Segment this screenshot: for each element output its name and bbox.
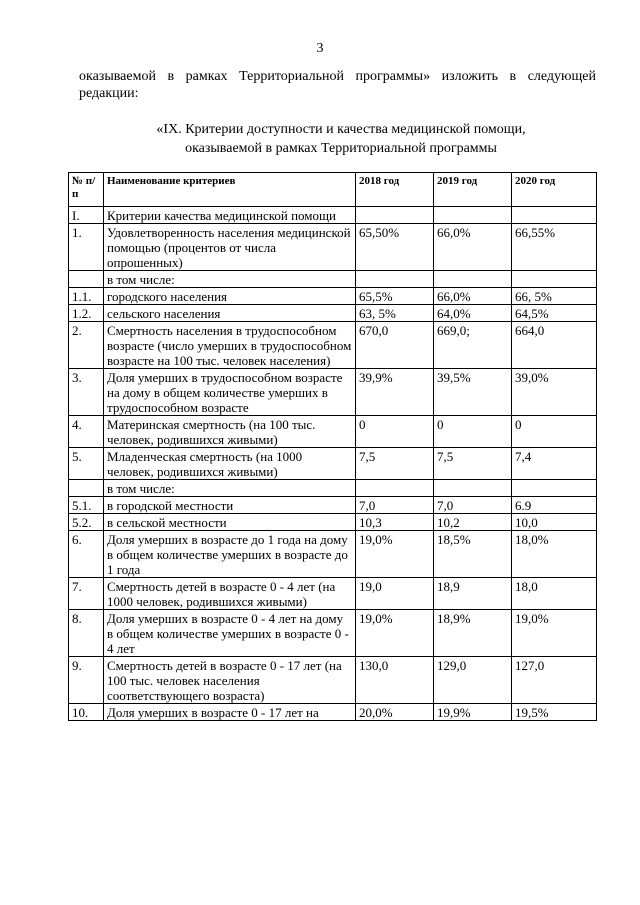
table-row (69, 271, 597, 288)
row-value-2019: 18,5% (434, 531, 512, 578)
row-number (69, 480, 104, 497)
row-criteria-name: городского населения (104, 288, 356, 305)
row-value-2018: 39,9% (356, 369, 434, 416)
table-row (69, 704, 597, 721)
table-row (69, 207, 597, 224)
table-row (69, 497, 597, 514)
intro-line-1: оказываемой в рамках Территориальной программы» изложить в следующей (79, 69, 596, 84)
row-value-2020: 19,0% (512, 610, 597, 657)
row-value-2020: 18,0% (512, 531, 597, 578)
table-row (69, 288, 597, 305)
row-value-2020: 7,4 (512, 448, 597, 480)
table-row (69, 322, 597, 369)
row-criteria-name: Смертность детей в возрасте 0 - 4 лет (на 1000 человек, родившихся живыми) (104, 578, 356, 610)
row-number: 5.1. (69, 497, 104, 514)
page-number: 3 (316, 41, 324, 56)
row-criteria-name: в сельской местности (104, 514, 356, 531)
row-number: 9. (69, 657, 104, 704)
table-row (69, 416, 597, 448)
table-row (69, 224, 597, 271)
row-number: 1.2. (69, 305, 104, 322)
row-value-2020 (512, 207, 597, 224)
row-value-2018: 20,0% (356, 704, 434, 721)
row-criteria-name: в том числе: (104, 271, 356, 288)
header-criteria-name: Наименование критериев (104, 173, 356, 207)
table-row (69, 657, 597, 704)
table-row (69, 514, 597, 531)
header-2019: 2019 год (434, 173, 512, 207)
row-value-2020: 66,55% (512, 224, 597, 271)
row-number: 4. (69, 416, 104, 448)
row-value-2018: 10,3 (356, 514, 434, 531)
header-2018: 2018 год (356, 173, 434, 207)
row-criteria-name: Доля умерших в трудоспособном возрасте на дому в общем количестве умерших в трудоспособном возрасте (104, 369, 356, 416)
row-number: 5.2. (69, 514, 104, 531)
row-value-2019 (434, 207, 512, 224)
row-number: 3. (69, 369, 104, 416)
table-row (69, 369, 597, 416)
row-number: I. (69, 207, 104, 224)
table-row (69, 480, 597, 497)
row-criteria-name: в городской местности (104, 497, 356, 514)
row-criteria-name: Младенческая смертность (на 1000 человек, родившихся живыми) (104, 448, 356, 480)
row-number: 1. (69, 224, 104, 271)
row-number: 5. (69, 448, 104, 480)
row-value-2019: 66,0% (434, 224, 512, 271)
row-value-2019 (434, 480, 512, 497)
row-value-2020 (512, 271, 597, 288)
row-criteria-name: в том числе: (104, 480, 356, 497)
row-value-2020 (512, 480, 597, 497)
row-value-2018: 0 (356, 416, 434, 448)
row-criteria-name: Доля умерших в возрасте до 1 года на дому в общем количестве умерших в возрасте до 1 года (104, 531, 356, 578)
row-value-2019: 669,0; (434, 322, 512, 369)
row-value-2018: 65,50% (356, 224, 434, 271)
table-row (69, 578, 597, 610)
table-row (69, 531, 597, 578)
row-value-2019: 18,9% (434, 610, 512, 657)
table-row (69, 305, 597, 322)
row-value-2018 (356, 480, 434, 497)
row-value-2018: 19,0 (356, 578, 434, 610)
row-value-2018 (356, 271, 434, 288)
row-value-2018: 670,0 (356, 322, 434, 369)
row-value-2018 (356, 207, 434, 224)
row-value-2020: 39,0% (512, 369, 597, 416)
row-value-2020: 66, 5% (512, 288, 597, 305)
table-row (69, 610, 597, 657)
row-value-2020: 664,0 (512, 322, 597, 369)
row-number: 2. (69, 322, 104, 369)
row-criteria-name: Смертность детей в возрасте 0 - 17 лет (на 100 тыс. человек населения соответствующего возраста) (104, 657, 356, 704)
row-value-2018: 130,0 (356, 657, 434, 704)
row-criteria-name: Критерии качества медицинской помощи (104, 207, 356, 224)
row-value-2020: 64,5% (512, 305, 597, 322)
row-value-2018: 7,0 (356, 497, 434, 514)
row-number (69, 271, 104, 288)
row-value-2018: 19,0% (356, 531, 434, 578)
row-value-2019: 39,5% (434, 369, 512, 416)
row-value-2019 (434, 271, 512, 288)
row-value-2020: 6.9 (512, 497, 597, 514)
row-criteria-name: Доля умерших в возрасте 0 - 4 лет на дому в общем количестве умерших в возрасте 0 - 4 лет (104, 610, 356, 657)
row-value-2020: 19,5% (512, 704, 597, 721)
row-value-2019: 7,5 (434, 448, 512, 480)
row-value-2019: 0 (434, 416, 512, 448)
table-header-row (69, 173, 597, 207)
row-number: 7. (69, 578, 104, 610)
row-value-2020: 0 (512, 416, 597, 448)
row-value-2020: 18,0 (512, 578, 597, 610)
row-value-2020: 10,0 (512, 514, 597, 531)
row-value-2018: 65,5% (356, 288, 434, 305)
row-number: 1.1. (69, 288, 104, 305)
row-value-2019: 19,9% (434, 704, 512, 721)
table-row (69, 448, 597, 480)
row-number: 6. (69, 531, 104, 578)
row-number: 10. (69, 704, 104, 721)
table-body (69, 207, 597, 721)
row-value-2018: 63, 5% (356, 305, 434, 322)
row-number: 8. (69, 610, 104, 657)
header-number: № п/п (69, 173, 104, 207)
row-value-2019: 7,0 (434, 497, 512, 514)
row-value-2018: 7,5 (356, 448, 434, 480)
criteria-table (68, 172, 597, 721)
row-value-2020: 127,0 (512, 657, 597, 704)
section-heading-line-1: «IX. Критерии доступности и качества медицинской помощи, (156, 122, 526, 137)
header-2020: 2020 год (512, 173, 597, 207)
row-value-2019: 66,0% (434, 288, 512, 305)
section-heading (0, 120, 640, 158)
row-criteria-name: Материнская смертность (на 100 тыс. человек, родившихся живыми) (104, 416, 356, 448)
row-criteria-name: Смертность населения в трудоспособном возрасте (число умерших в трудоспособном возрасте на 100 тыс. человек населения) (104, 322, 356, 369)
intro-line-2: редакции: (79, 86, 139, 101)
row-criteria-name: Доля умерших в возрасте 0 - 17 лет на (104, 704, 356, 721)
row-value-2019: 10,2 (434, 514, 512, 531)
section-heading-line-2: оказываемой в рамках Территориальной программы (185, 141, 497, 156)
row-value-2019: 129,0 (434, 657, 512, 704)
row-value-2019: 64,0% (434, 305, 512, 322)
intro-paragraph (79, 68, 596, 102)
row-value-2019: 18,9 (434, 578, 512, 610)
row-value-2018: 19,0% (356, 610, 434, 657)
row-criteria-name: сельского населения (104, 305, 356, 322)
row-criteria-name: Удовлетворенность населения медицинской помощью (процентов от числа опрошенных) (104, 224, 356, 271)
